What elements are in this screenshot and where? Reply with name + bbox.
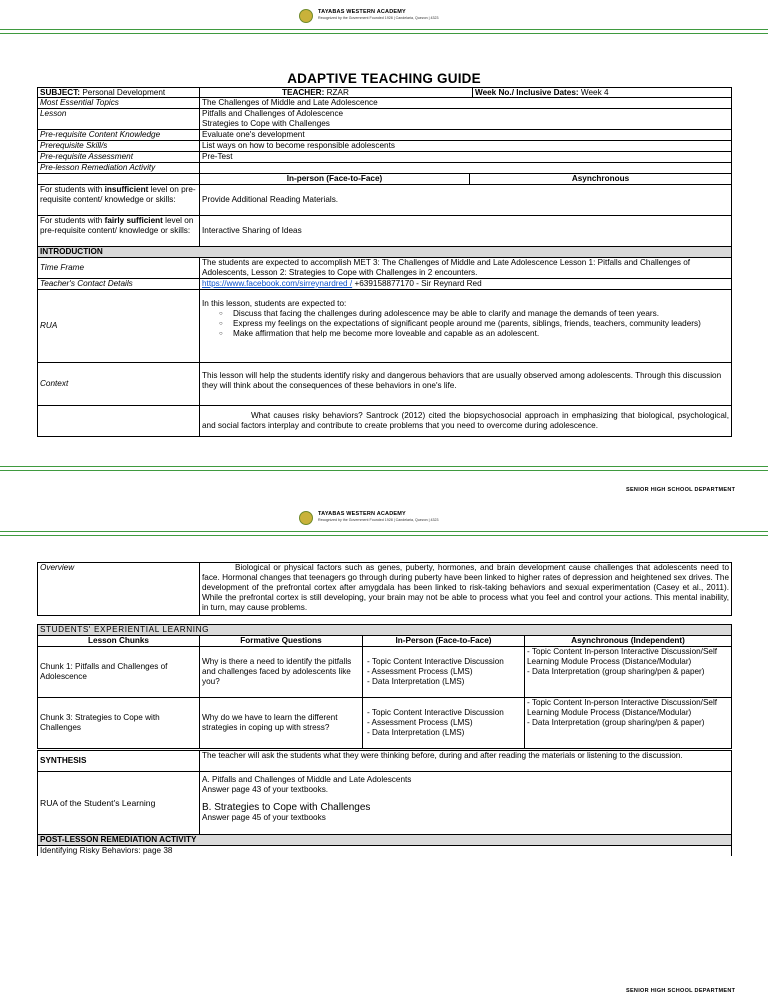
rua-label: RUA bbox=[38, 290, 200, 363]
chunk-name: Chunk 1: Pitfalls and Challenges of Adolescence bbox=[38, 647, 200, 698]
time-frame-value: The students are expected to accomplish MET 3: The Challenges of Middle and Late Adolescence Lesson 1: Pitfalls and Challenges of Adolescents, Lesson 2: Strategies to Cope with Challenges in 2 encounters. bbox=[200, 258, 732, 279]
subject-label: SUBJECT: bbox=[40, 88, 81, 97]
inperson-header: In-person (Face-to-Face) bbox=[200, 174, 470, 185]
school-logo-icon bbox=[299, 511, 313, 525]
rua-b: B. Strategies to Cope with Challenges bbox=[202, 802, 371, 813]
inperson-item: - Topic Content Interactive Discussion bbox=[367, 708, 504, 717]
header-line bbox=[0, 531, 768, 532]
row-value: The Challenges of Middle and Late Adolescence bbox=[200, 98, 732, 109]
inperson-item: - Topic Content Interactive Discussion bbox=[367, 657, 504, 666]
post-lesson-header: POST-LESSON REMEDIATION ACTIVITY bbox=[38, 835, 732, 846]
chunk-question: Why is there a need to identify the pitfalls and challenges faced by adolescents like you? bbox=[200, 647, 363, 698]
insufficient-post: level on pre-requisite content/ knowledge or skills: bbox=[40, 185, 196, 204]
row-value bbox=[200, 163, 732, 174]
chunk-question: Why do we have to learn the different strategies in coping up with stress? bbox=[200, 698, 363, 749]
header-line bbox=[0, 535, 768, 536]
contact-label: Teacher's Contact Details bbox=[38, 279, 200, 290]
row-value: Pre-Test bbox=[200, 152, 732, 163]
row-label: Pre-requisite Content Knowledge bbox=[38, 130, 200, 141]
row-value: List ways on how to become responsible adolescents bbox=[200, 141, 732, 152]
synthesis-value: The teacher will ask the students what they were thinking before, during and after reading the materials or listening to the discussion. bbox=[200, 751, 732, 772]
row-value: Pitfalls and Challenges of Adolescence bbox=[202, 109, 344, 118]
context-label: Context bbox=[38, 363, 200, 406]
rua-b-answer: Answer page 45 of your textbooks bbox=[202, 813, 326, 822]
school-logo-icon bbox=[299, 9, 313, 23]
col-header: Asynchronous (Independent) bbox=[525, 636, 732, 647]
introduction-header: INTRODUCTION bbox=[38, 247, 732, 258]
row-label: Lesson bbox=[38, 109, 200, 130]
row-label: Most Essential Topics bbox=[38, 98, 200, 109]
week-label: Week No./ Inclusive Dates: bbox=[475, 88, 579, 97]
header-line bbox=[0, 33, 768, 34]
synthesis-table bbox=[37, 750, 732, 856]
insufficient-pre: For students with bbox=[40, 185, 105, 194]
school-sub: Recognized by the Government Founded 1928 | Candelaria, Quezon | 4323 bbox=[318, 16, 439, 20]
department-footer: SENIOR HIGH SCHOOL DEPARTMENT bbox=[626, 988, 736, 994]
row-value: Evaluate one's development bbox=[200, 130, 732, 141]
inperson-item: - Data Interpretation (LMS) bbox=[367, 728, 465, 737]
school-sub: Recognized by the Government Founded 1928 | Candelaria, Quezon | 4323 bbox=[318, 518, 439, 522]
synthesis-label: SYNTHESIS bbox=[38, 751, 200, 772]
context-value: This lesson will help the students identify risky and dangerous behaviors that are usually observed among adolescents. Through this discussion they will think about the consequences of these behaviors in one's life. bbox=[200, 363, 732, 406]
overview-value: Biological or physical factors such as genes, puberty, hormones, and brain development cause challenges that adolescents need to face. Hormonal changes that teenagers go through during puberty have been linked to higher rates of depression and heightened sex drives. The development of the prefrontal cortex after amygdala has been linked to risk-taking behaviors and sexual experimentation (Casey et al., 2011). While the prefrontal cortex is still developing, your brain may not be able to process what you feel and control your actions. This mental inability, in turn, may cause problems. bbox=[200, 563, 732, 616]
rua-item: ○ Make affirmation that help me become more loveable and capable as an adolescent. bbox=[233, 329, 729, 339]
department-footer: SENIOR HIGH SCHOOL DEPARTMENT bbox=[626, 487, 736, 493]
inperson-item: - Assessment Process (LMS) bbox=[367, 718, 473, 727]
async-item: - Data Interpretation (group sharing/pen & paper) bbox=[527, 718, 705, 727]
page-title: ADAPTIVE TEACHING GUIDE bbox=[287, 71, 481, 86]
context-value-2: What causes risky behaviors? Santrock (2012) cited the biopsychosocial approach in emphasizing that biological, psychological, and social factors interplay and contribute to create problems that you need to overcome during adolescence. bbox=[200, 406, 732, 437]
school-name: TAYABAS WESTERN ACADEMY bbox=[318, 9, 406, 15]
sufficient-bold: fairly sufficient bbox=[104, 216, 163, 225]
insufficient-bold: insufficient bbox=[104, 185, 149, 194]
async-item: - Topic Content In-person Interactive Discussion/Self Learning Module Process (Distance/Modular) bbox=[527, 698, 718, 717]
teacher-label: TEACHER: bbox=[282, 88, 325, 97]
footer-line bbox=[0, 466, 768, 467]
async-item: - Topic Content In-person Interactive Discussion/Self Learning Module Process (Distance/Modular) bbox=[527, 647, 718, 666]
sufficient-pre: For students with bbox=[40, 216, 105, 225]
chunk-name: Chunk 3: Strategies to Cope with Challenges bbox=[38, 698, 200, 749]
time-frame-label: Time Frame bbox=[38, 258, 200, 279]
week-value: Week 4 bbox=[578, 88, 609, 97]
row-label: Pre-requisite Assessment bbox=[38, 152, 200, 163]
facebook-link[interactable]: https://www.facebook.com/sirreynardred / bbox=[202, 279, 353, 288]
teacher-value: RZAR bbox=[324, 88, 349, 97]
sufficient-value: Interactive Sharing of Ideas bbox=[200, 216, 732, 247]
async-header: Asynchronous bbox=[470, 174, 732, 185]
row-label: Prerequisite Skill/s bbox=[38, 141, 200, 152]
col-header: Lesson Chunks bbox=[38, 636, 200, 647]
rua-a: A. Pitfalls and Challenges of Middle and Late Adolescents bbox=[202, 775, 412, 784]
rua-a-answer: Answer page 43 of your textbooks. bbox=[202, 785, 329, 794]
rua-student-label: RUA of the Student's Learning bbox=[38, 772, 200, 835]
overview-table bbox=[37, 562, 732, 616]
rua-item: ○ Express my feelings on the expectations of significant people around me (parents, siblings, friends, teachers, community leaders) bbox=[233, 319, 729, 329]
inperson-item: - Data Interpretation (LMS) bbox=[367, 677, 465, 686]
footer-line bbox=[0, 470, 768, 471]
sufficient-post: level on pre-requisite content/ knowledge or skills: bbox=[40, 216, 194, 235]
header-line bbox=[0, 29, 768, 30]
row-value: Strategies to Cope with Challenges bbox=[202, 119, 330, 128]
school-name: TAYABAS WESTERN ACADEMY bbox=[318, 511, 406, 517]
sel-header: STUDENTS' EXPERIENTIAL LEARNING bbox=[38, 625, 732, 636]
row-label: Pre-lesson Remediation Activity bbox=[38, 163, 200, 174]
rua-item: ○ Discuss that facing the challenges during adolescence may be able to clarify and manage the demands of teen years. bbox=[233, 309, 729, 319]
async-item: - Data Interpretation (group sharing/pen & paper) bbox=[527, 667, 705, 676]
rua-intro: In this lesson, students are expected to: bbox=[202, 299, 347, 308]
overview-label: Overview bbox=[38, 563, 200, 616]
col-header: In-Person (Face-to-Face) bbox=[363, 636, 525, 647]
guide-table bbox=[37, 97, 732, 437]
inperson-item: - Assessment Process (LMS) bbox=[367, 667, 473, 676]
post-lesson-value: Identifying Risky Behaviors: page 38 bbox=[38, 846, 732, 857]
contact-rest: +639158877170 - Sir Reynard Red bbox=[352, 279, 482, 288]
experiential-table bbox=[37, 624, 732, 749]
col-header: Formative Questions bbox=[200, 636, 363, 647]
insufficient-value: Provide Additional Reading Materials. bbox=[200, 185, 732, 216]
subject-value: Personal Development bbox=[80, 88, 166, 97]
